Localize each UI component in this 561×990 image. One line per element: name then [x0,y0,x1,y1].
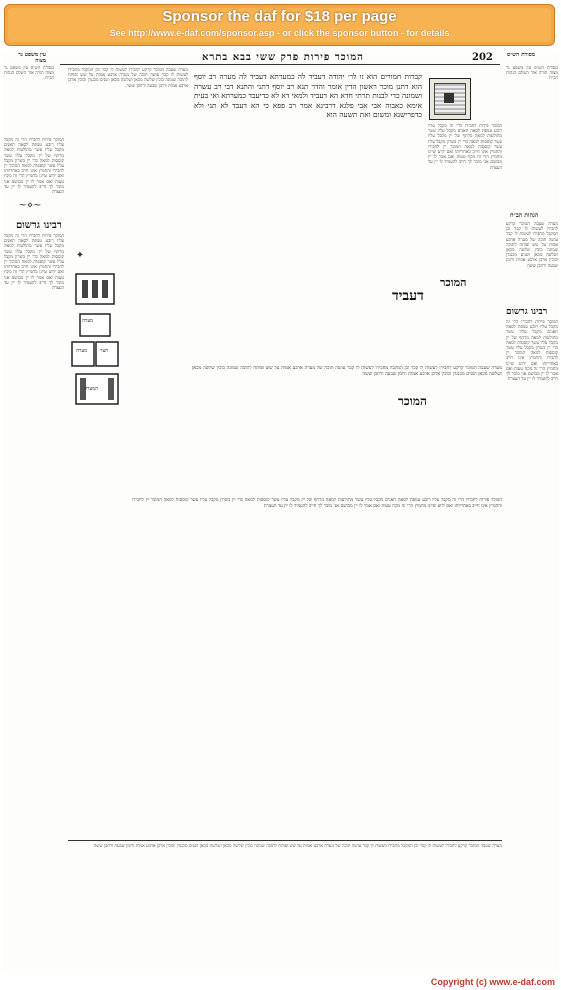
right-margin-notes: מסורת הש״ס עין משפט נר מצוה תורה אור השלם הגהות הב״ח [506,66,558,82]
page-number: 202 [472,52,493,63]
bottom-divider [68,840,502,841]
diagram-label-cave-1: מערה [82,318,94,324]
gemara-main-text: קברות חמורים הוא זו לר׳ יהודה דעביד לה כמערתא דעביד לה מערה רב יוסף הוא דתנן מוכר ראשון הדין אומר והדר תנא רב יוסף דתני והתנא דבי רב עשרה ושמונה כדי לבנות תרתי חדא הא דעביד ולמאי דא לא כדיעבד כמערתא ואי בעית אימא כאבוה אבי אבי פלגא דרבינא אמר רב פפא כי הא דעבד לא תני ולא כדפרישנא ומשום ואת תשעה הוא [194,72,422,120]
sponsor-subtitle[interactable]: See http://www.e-daf.com/sponsor.asp - or click the sponsor button - for details [109,28,450,38]
copyright-notice[interactable]: Copyright (c) www.e-daf.com [430,977,555,987]
rashi-inner-column: המוכר פירות לחבירו הרי זה מקבל עליו רובע טנופת לסאה תאנים מקבל עליו עשר מתולעות למאה מרתף של יין מקבל עליו עשר קוססות למאה כדי יין בשרון מקבל עליו עשר קוססות למאה המוכר יין לחבירו והחמיץ אינו חייב באחריותו ואם ידוע שיינו מחמיץ הרי זה מקח טעות ואם אמר לו יין מבושם אני מוכר לך חייב להעמיד לו יין עד העצרת [428,124,502,171]
right-commentary-body: המוכר פירות לחבירו הרי זה מקבל עליו רובע טנופת לסאה תאנים מקבל עליו עשר מתולעות למאה מרתף של יין מקבל עליו עשר קוססות למאה כדי יין בשרון מקבל עליו עשר קוססות למאה המוכר יין לחבירו והחמיץ אינו חייב באחריותו ואם ידוע שיינו מחמיץ הרי זה מקח טעות ואם אמר לו יין מבושם אני מוכר לך חייב להעמיד לו יין עד העצרת [506,320,558,383]
talmud-page [2,50,559,974]
rabbenu-gershom-left-heading: רבינו גרשום [16,220,62,231]
commentary-mid-block: מערה שעבה המוכר קרקע לחבירו לעשות לו קבר וכן המקבל מחבירו לעשות לו קבר עושה תוכה של מערה ארבע אמות על שש ופותח לתוכה שמונה כוכין שלשה מכאן ושלשה מכאן ושנים מכנגדן וכוכין ארכן ארבע אמות ורומן שבעה ורחבן ששה [192,366,502,377]
ornament-divider-icon: ~⋄~ [18,200,42,211]
sponsor-banner[interactable] [4,4,555,46]
diagram-label-courtyard: חצר [100,348,109,354]
hagahot-habach-heading: הגהות הב״ח [510,212,539,219]
diagram-label-the-cave: המערה [84,386,99,392]
gemara-keyword-3: המוכר [440,276,467,289]
left-commentary-top: המוכר פירות לחבירו הרי זה מקבל עליו רובע טנופת לסאה תאנים מקבל עליו עשר מתולעות למאה מרתף של יין מקבל עליו עשר קוססות למאה כדי יין בשרון מקבל עליו עשר קוססות למאה המוכר יין לחבירו והחמיץ אינו חייב באחריותו ואם ידוע שיינו מחמיץ הרי זה מקח טעות ואם אמר לו יין מבושם אני מוכר לך חייב להעמיד לו יין עד העצרת [4,138,64,196]
chapter-title: המוכר פירות פרק ששי בבא בתרא [202,52,364,63]
tosafot-column: מערה שעבה המוכר קרקע לחבירו לעשות לו קבר וכן המקבל מחבירו לעשות לו קבר עושה תוכה של מערה ארבע אמות על שש ופותח לתוכה שמונה כוכין שלשה מכאן ושלשה מכאן ושנים מכנגדן וכוכין ארכן ארבע אמות ורומן שבעה ורחבן ששה [68,68,188,89]
rabbenu-gershom-right-heading: רבינו גרשום [506,307,548,317]
gemara-keyword-1: דעביד [392,288,424,304]
bottom-commentary-block: מערה שעבה המוכר קרקע לחבירו לעשות לו קבר וכן המקבל מחבירו לעשות לו קבר עושה תוכה של מערה ארבע אמות על שש ופותח לתוכה שמונה כוכין שלשה מכאן ושלשה מכאן ושנים מכנגדן וכוכין ארכן ארבע אמות ורומן שבעה ורחבן ששה [93,844,502,849]
sponsor-title[interactable]: Sponsor the daf for $18 per page [162,8,397,25]
ornament-left-icon: ✦ [75,250,85,261]
header-rule [60,64,500,65]
diagram-label-cave-2: מערה [76,348,88,354]
commentary-wide-block: המוכר פירות לחבירו הרי זה מקבל עליו רובע טנופת לסאה תאנים מקבל עליו עשר מתולעות למאה מרתף של יין מקבל עליו עשר קוססות למאה כדי יין בשרון מקבל עליו עשר קוססות למאה המוכר יין לחבירו והחמיץ אינו חייב באחריותו ואם ידוע שיינו מחמיץ הרי זה מקח טעות ואם אמר לו יין מבושם אני מוכר לך חייב להעמיד לו יין עד העצרת [132,498,502,509]
decorative-initial-box [429,78,471,120]
right-margin-title: מסורת הש״ס [507,52,536,58]
left-commentary-body: המוכר פירות לחבירו הרי זה מקבל עליו רובע טנופת לסאה תאנים מקבל עליו עשר מתולעות למאה מרתף של יין מקבל עליו עשר קוססות למאה כדי יין בשרון מקבל עליו עשר קוססות למאה המוכר יין לחבירו והחמיץ אינו חייב באחריותו ואם ידוע שיינו מחמיץ הרי זה מקח טעות ואם אמר לו יין מבושם אני מוכר לך חייב להעמיד לו יין עד העצרת [4,234,64,292]
left-margin-notes-top: מסורת הש״ס עין משפט נר מצוה תורה אור השלם הגהות הב״ח [4,66,54,82]
hagahot-habach-text: מערה שעבה המוכר קרקע לחבירו לעשות לו קבר וכן המקבל מחבירו לעשות לו קבר עושה תוכה של מערה ארבע אמות על שש ופותח לתוכה שמונה כוכין שלשה מכאן ושלשה מכאן ושנים מכנגדן וכוכין ארכן ארבע אמות ורומן שבעה ורחבן ששה [506,222,558,269]
left-margin-title: עין משפט נר מצוה [18,52,46,64]
gemara-keyword-2: המוכר [398,394,427,408]
